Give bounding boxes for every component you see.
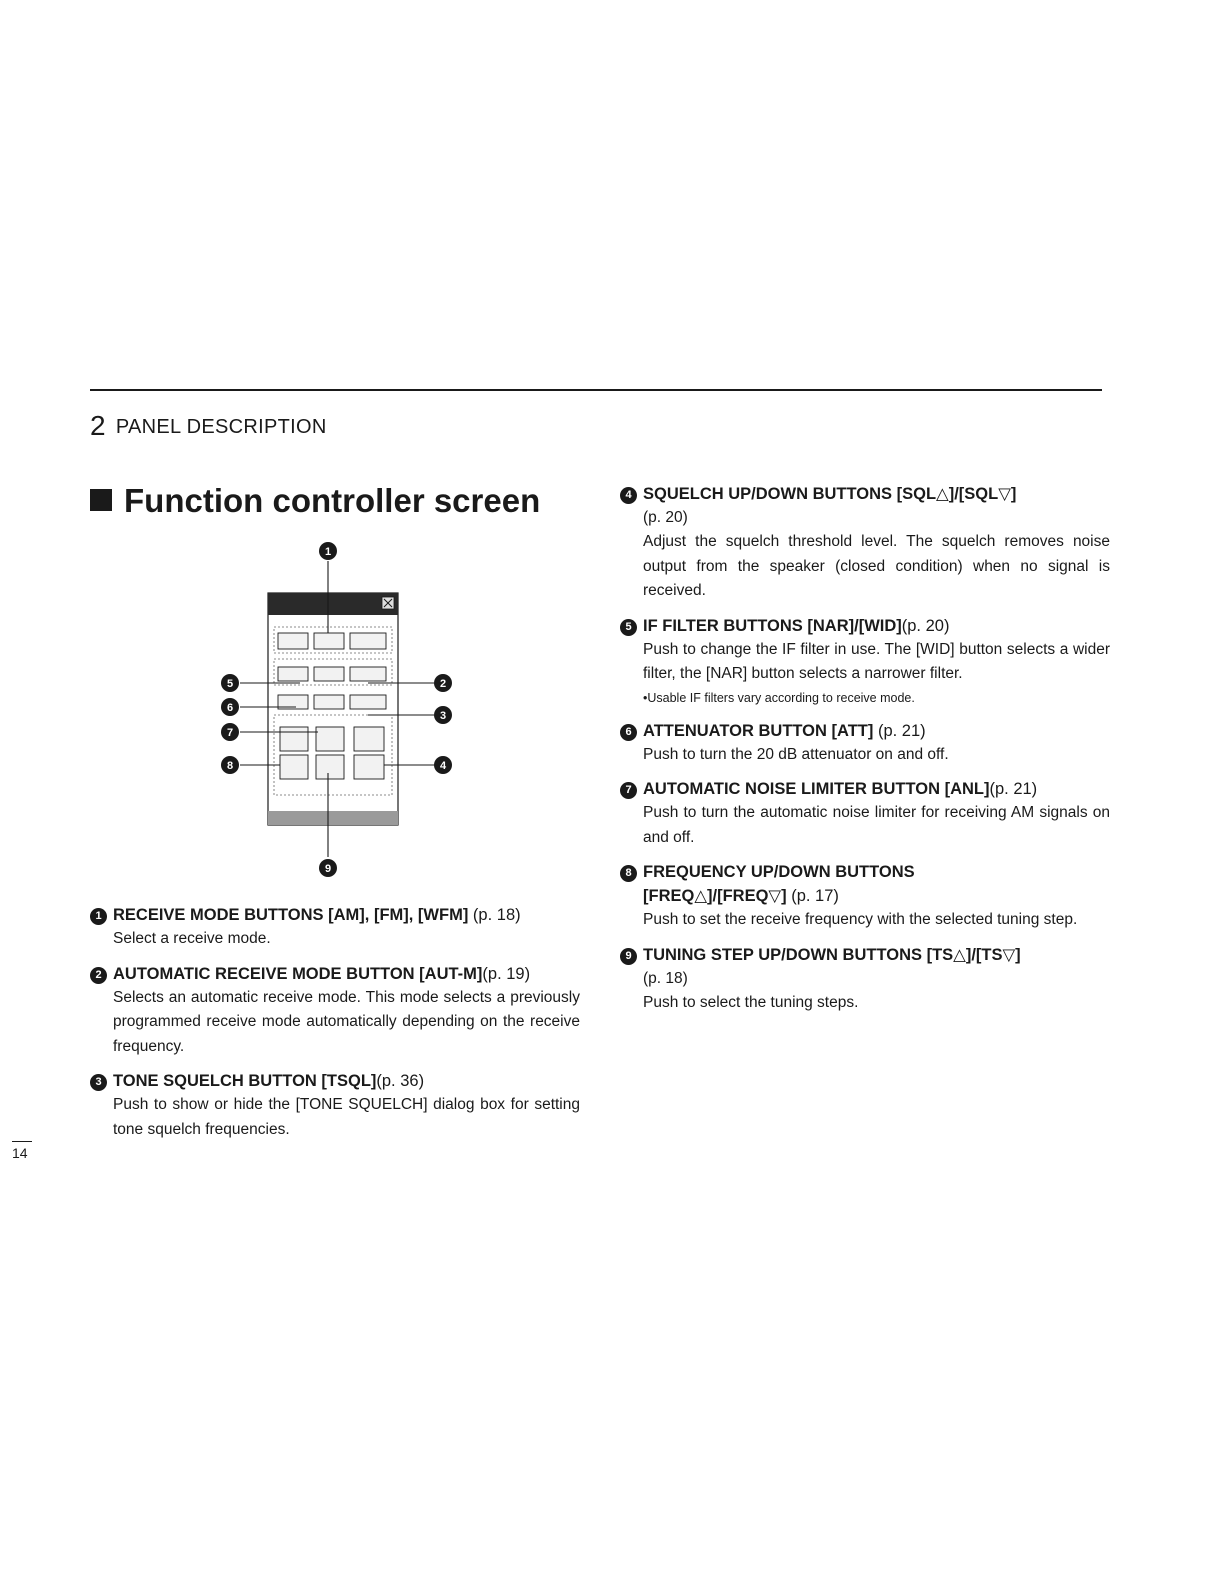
page-ref: (p. 20) — [643, 509, 688, 526]
callout-1 — [319, 542, 337, 560]
callout-5 — [221, 674, 239, 692]
callout-4 — [434, 756, 452, 774]
item-body: Push to show or hide the [TONE SQUELCH] dialog box for setting tone squelch frequencies. — [113, 1096, 580, 1138]
sql-down-button — [354, 755, 384, 779]
freq-down-button — [280, 755, 308, 779]
item-title: RECEIVE MODE BUTTONS [AM], [FM], [WFM] — [113, 906, 469, 924]
callout-8-label: 8 — [226, 760, 234, 772]
controller-status-bar — [268, 811, 398, 825]
item-title: FREQUENCY UP/DOWN BUTTONS — [643, 863, 915, 881]
marker-8: 8 — [620, 865, 637, 882]
page-number: 14 — [12, 1145, 28, 1161]
page-ref: (p. 21) — [877, 721, 926, 740]
fm-button — [314, 633, 344, 649]
item-title: AUTOMATIC RECEIVE MODE BUTTON [AUT-M] — [113, 964, 483, 983]
item-title: TONE SQUELCH BUTTON [TSQL] — [113, 1072, 377, 1090]
right-description-column — [620, 482, 1110, 1025]
page-ref: (p. 36) — [376, 1072, 425, 1090]
marker-6: 6 — [620, 724, 637, 741]
item-tuning-step — [620, 943, 1110, 1016]
sql-up-button — [354, 727, 384, 751]
callout-4-label: 4 — [439, 760, 447, 772]
callout-3-label: 3 — [439, 710, 447, 722]
header-rule — [90, 389, 1102, 391]
wid-button — [314, 667, 344, 681]
controller-title-bar — [268, 593, 398, 615]
callout-1-label: 1 — [324, 546, 332, 558]
tsql-button — [350, 695, 386, 709]
page-ref: (p. 18) — [643, 969, 688, 987]
page-ref: (p. 19) — [482, 964, 531, 983]
aut-m-button — [350, 667, 386, 681]
item-title: ATTENUATOR BUTTON [ATT] — [643, 721, 874, 740]
page-ref: (p. 20) — [901, 616, 950, 635]
item-squelch-up-down — [620, 482, 1110, 604]
item-note: •Usable IF filters vary according to receive mode. — [643, 690, 915, 705]
item-title-line2: [FREQ△]/[FREQ▽] — [643, 887, 787, 905]
callout-8 — [221, 756, 239, 774]
function-controller-figure — [200, 535, 460, 880]
item-body: Push to change the IF filter in use. The [WID] button selects a wider filter, the [NAR] button selects a narrower filter. — [643, 640, 1110, 682]
square-bullet-icon — [90, 489, 112, 511]
marker-1: 1 — [90, 908, 107, 925]
item-body: Push to turn the automatic noise limiter for receiving AM signals on and off. — [643, 804, 1110, 846]
marker-2: 2 — [90, 967, 107, 984]
section-title-text: Function controller screen — [124, 482, 541, 519]
item-if-filter — [620, 614, 1110, 709]
item-automatic-receive-mode — [90, 962, 580, 1060]
item-body: Selects an automatic receive mode. This mode selects a previously programmed receive mode automatically depending on the receive frequency. — [113, 988, 580, 1055]
callout-9 — [319, 859, 337, 877]
callout-7-label: 7 — [226, 727, 234, 739]
marker-7: 7 — [620, 782, 637, 799]
callout-6 — [221, 698, 239, 716]
marker-5: 5 — [620, 619, 637, 636]
ts-up-button — [316, 727, 344, 751]
page-number-rule — [12, 1141, 32, 1142]
anl-button — [314, 695, 344, 709]
page-ref: (p. 17) — [791, 887, 839, 905]
item-body: Adjust the squelch threshold level. The squelch removes noise output from the speaker (closed condition) when no signal is received. — [643, 533, 1110, 599]
chapter-header — [90, 410, 327, 442]
am-button — [278, 633, 308, 649]
callout-6-label: 6 — [226, 702, 234, 714]
item-title: TUNING STEP UP/DOWN BUTTONS [TS△]/[TS▽] — [643, 945, 1021, 964]
freq-up-button — [280, 727, 308, 751]
section-title — [90, 482, 540, 520]
page-ref: (p. 21) — [989, 780, 1038, 798]
item-title: IF FILTER BUTTONS [NAR]/[WID] — [643, 616, 902, 635]
item-title: AUTOMATIC NOISE LIMITER BUTTON [ANL] — [643, 780, 990, 798]
chapter-title: PANEL DESCRIPTION — [115, 416, 327, 438]
ts-down-button — [316, 755, 344, 779]
item-body: Select a receive mode. — [113, 930, 271, 947]
callout-5-label: 5 — [226, 678, 234, 690]
item-noise-limiter — [620, 777, 1110, 850]
item-body: Push to turn the 20 dB attenuator on and off. — [643, 745, 949, 763]
page-ref: (p. 18) — [472, 906, 521, 924]
marker-4: 4 — [620, 487, 637, 504]
callout-2-label: 2 — [439, 678, 447, 690]
callout-3 — [434, 706, 452, 724]
chapter-number: 2 — [90, 410, 106, 441]
marker-9: 9 — [620, 948, 637, 965]
nar-button — [278, 667, 308, 681]
item-tone-squelch — [90, 1069, 580, 1142]
wfm-button — [350, 633, 386, 649]
left-description-column — [90, 903, 580, 1152]
marker-3: 3 — [90, 1074, 107, 1091]
item-title: SQUELCH UP/DOWN BUTTONS [SQL△]/[SQL▽] — [643, 485, 1017, 503]
callout-7 — [221, 723, 239, 741]
callout-2 — [434, 674, 452, 692]
item-frequency-up-down — [620, 860, 1110, 933]
item-receive-mode — [90, 903, 580, 952]
callout-9-label: 9 — [324, 863, 332, 875]
item-body: Push to set the receive frequency with the selected tuning step. — [643, 911, 1078, 928]
item-attenuator — [620, 719, 1110, 768]
item-body: Push to select the tuning steps. — [643, 993, 859, 1011]
